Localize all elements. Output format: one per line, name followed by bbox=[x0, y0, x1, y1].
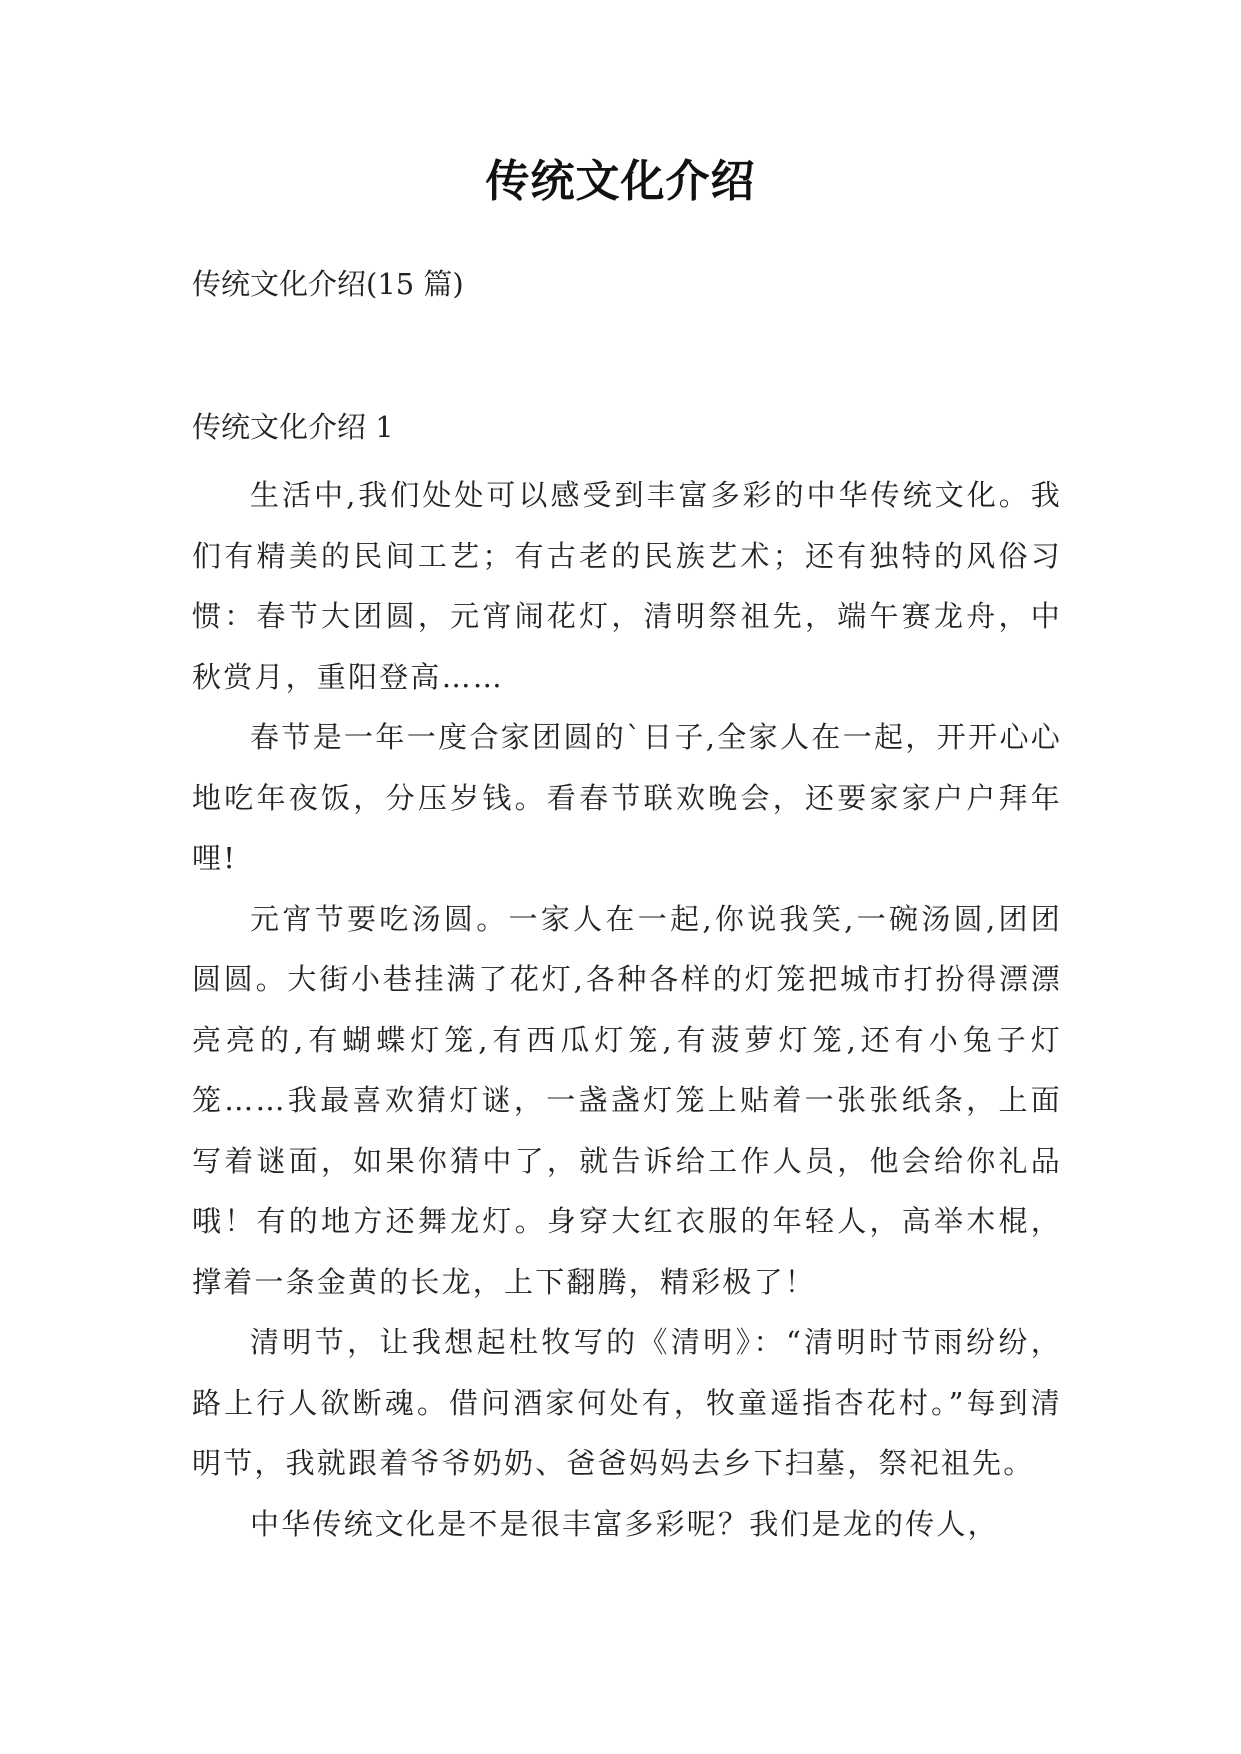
paragraph: 生活中,我们处处可以感受到丰富多彩的中华传统文化。我们有精美的民间工艺；有古老的民族艺术；还有独特的风俗习惯：春节大团圆，元宵闹花灯，清明祭祖先，端午赛龙舟，中秋赏月，重阳登高…… bbox=[192, 478, 1062, 694]
section-heading: 传统文化介绍 1 bbox=[192, 410, 394, 444]
document-title: 传统文化介绍 bbox=[485, 156, 756, 207]
paragraph: 春节是一年一度合家团圆的`日子,全家人在一起，开开心心地吃年夜饭，分压岁钱。看春节联欢晚会，还要家家户户拜年哩! bbox=[192, 720, 1062, 875]
paragraph: 中华传统文化是不是很丰富多彩呢？我们是龙的传人， bbox=[250, 1506, 999, 1541]
paragraph: 元宵节要吃汤圆。一家人在一起,你说我笑,一碗汤圆,团团圆圆。大街小巷挂满了花灯,各种各样的灯笼把城市打扮得漂漂亮亮的,有蝴蝶灯笼,有西瓜灯笼,有菠萝灯笼,还有小兔子灯笼……我最喜欢猜灯谜，一盏盏灯笼上贴着一张张纸条，上面写着谜面，如果你猜中了，就告诉给工作人员，他会给你礼品哦！有的地方还舞龙灯。身穿大红衣服的年轻人，高举木棍，撑着一条金黄的长龙，上下翻腾，精彩极了！ bbox=[192, 901, 1062, 1299]
body-text bbox=[192, 465, 1062, 1554]
document-subtitle: 传统文化介绍(15 篇) bbox=[192, 267, 464, 301]
paragraph: 清明节，让我想起杜牧写的《清明》：“清明时节雨纷纷，路上行人欲断魂。借问酒家何处有，牧童遥指杏花村。”每到清明节，我就跟着爷爷奶奶、爸爸妈妈去乡下扫墓，祭祀祖先。 bbox=[192, 1325, 1062, 1480]
